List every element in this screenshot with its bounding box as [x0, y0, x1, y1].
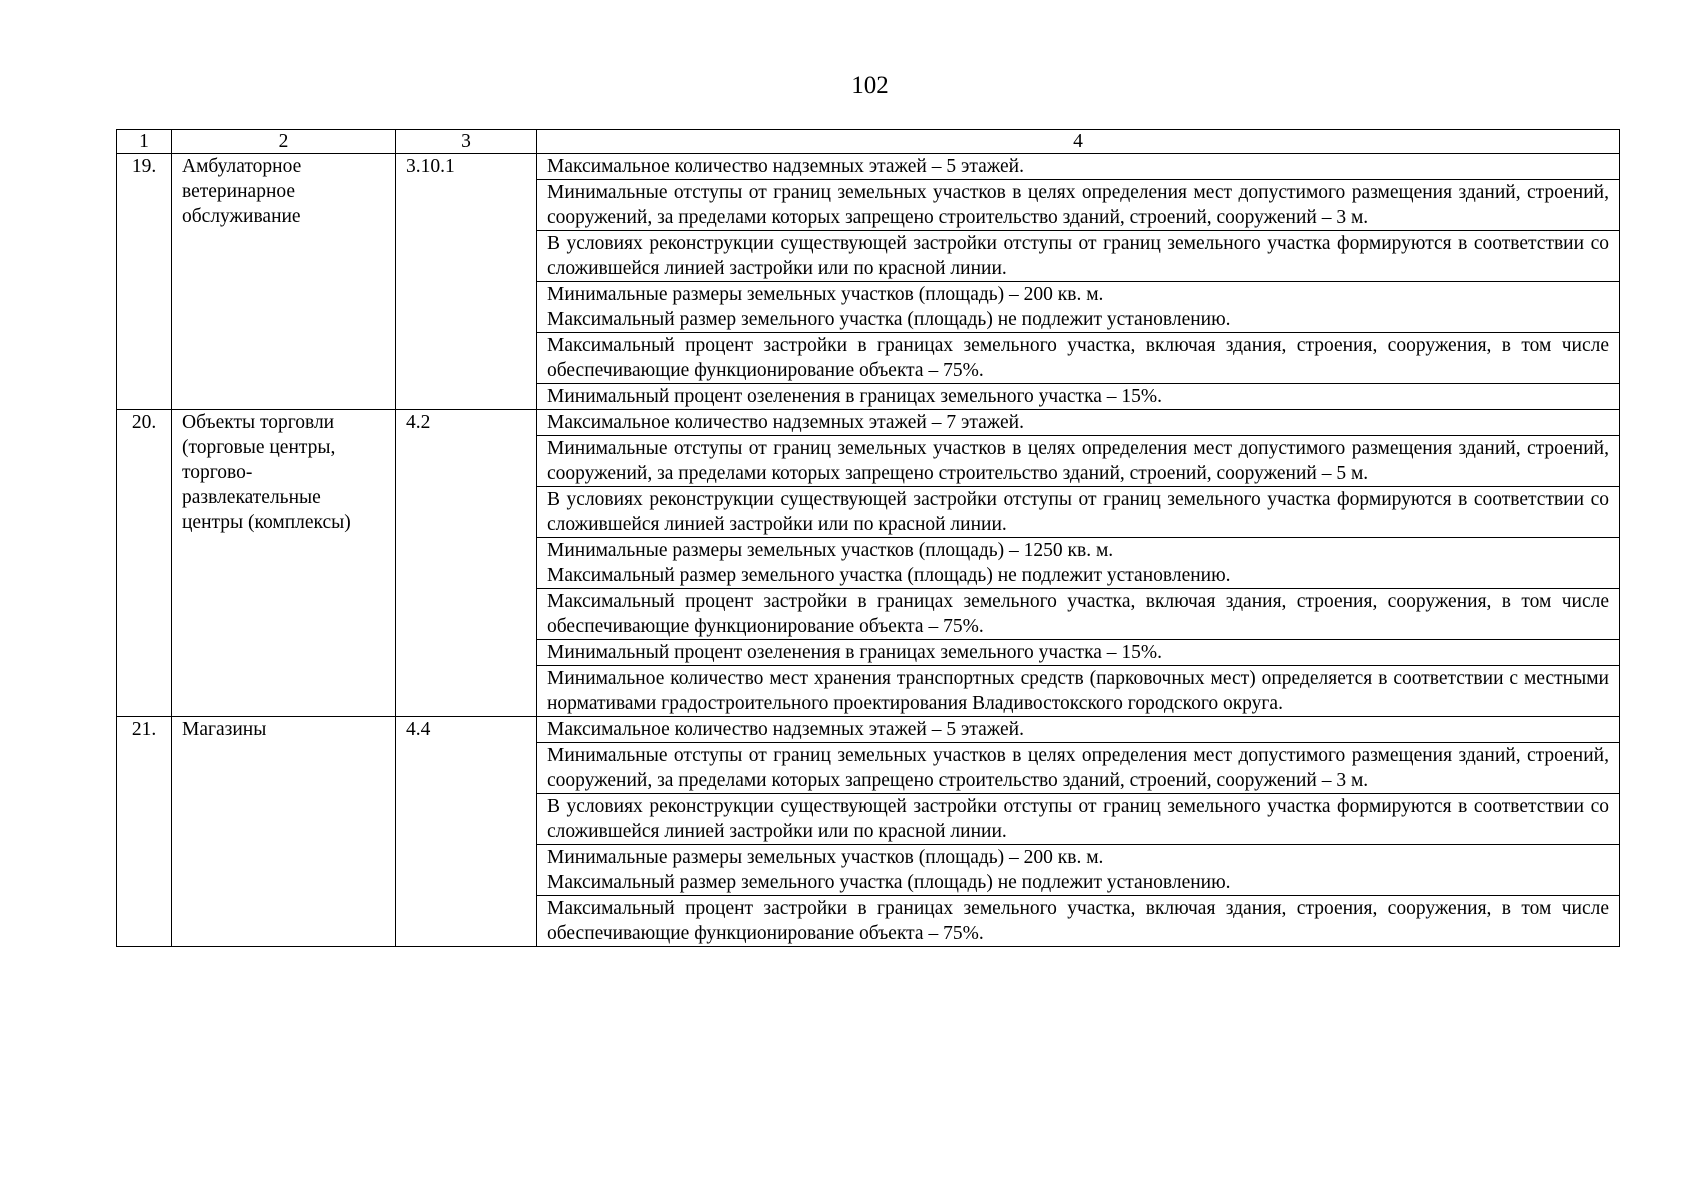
header-cell: 4: [537, 130, 1620, 154]
requirement-cell: Максимальное количество надземных этажей – 5 этажей.: [537, 717, 1620, 743]
requirement-cell: Максимальный процент застройки в границах земельного участка, включая здания, строения, сооружения, в том числе обеспечивающие функционирование объекта – 75%.: [537, 589, 1620, 640]
use-type-code: 3.10.1: [396, 154, 537, 410]
requirement-cell: В условиях реконструкции существующей застройки отступы от границ земельного участка формируются в соответствии со сложившейся линией застройки или по красной линии.: [537, 487, 1620, 538]
requirement-cell: Минимальные отступы от границ земельных участков в целях определения мест допустимого размещения зданий, строений, сооружений, за пределами которых запрещено строительство зданий, строений, сооружений – 3 м.: [537, 743, 1620, 794]
regulations-table: [116, 129, 1620, 947]
table-row: [117, 154, 1620, 180]
use-type-code: 4.4: [396, 717, 537, 947]
requirement-cell: Минимальные размеры земельных участков (площадь) – 1250 кв. м. Максимальный размер земельного участка (площадь) не подлежит установлению.: [537, 538, 1620, 589]
requirement-cell: Минимальный процент озеленения в границах земельного участка – 15%.: [537, 640, 1620, 666]
header-cell: 1: [117, 130, 172, 154]
requirement-cell: Максимальный процент застройки в границах земельного участка, включая здания, строения, сооружения, в том числе обеспечивающие функционирование объекта – 75%.: [537, 896, 1620, 947]
page-number: 102: [851, 72, 889, 99]
row-number: 20.: [117, 410, 172, 717]
requirement-cell: Максимальное количество надземных этажей – 5 этажей.: [537, 154, 1620, 180]
table-row: [117, 717, 1620, 743]
use-type-name: Амбулаторное ветеринарное обслуживание: [172, 154, 396, 410]
row-number: 21.: [117, 717, 172, 947]
requirement-cell: Максимальное количество надземных этажей – 7 этажей.: [537, 410, 1620, 436]
row-number: 19.: [117, 154, 172, 410]
requirement-cell: В условиях реконструкции существующей застройки отступы от границ земельного участка формируются в соответствии со сложившейся линией застройки или по красной линии.: [537, 231, 1620, 282]
requirement-cell: Минимальные отступы от границ земельных участков в целях определения мест допустимого размещения зданий, строений, сооружений, за пределами которых запрещено строительство зданий, строений, сооружений – 3 м.: [537, 180, 1620, 231]
use-type-name: Магазины: [172, 717, 396, 947]
table-header-row: [117, 130, 1620, 154]
table-row: [117, 410, 1620, 436]
requirement-cell: Минимальный процент озеленения в границах земельного участка – 15%.: [537, 384, 1620, 410]
use-type-name: Объекты торговли (торговые центры, торгово-развлекательные центры (комплексы): [172, 410, 396, 717]
requirement-cell: Минимальные размеры земельных участков (площадь) – 200 кв. м. Максимальный размер земельного участка (площадь) не подлежит установлению.: [537, 282, 1620, 333]
header-cell: 3: [396, 130, 537, 154]
requirement-cell: Минимальные размеры земельных участков (площадь) – 200 кв. м. Максимальный размер земельного участка (площадь) не подлежит установлению.: [537, 845, 1620, 896]
requirement-cell: Максимальный процент застройки в границах земельного участка, включая здания, строения, сооружения, в том числе обеспечивающие функционирование объекта – 75%.: [537, 333, 1620, 384]
requirement-cell: Минимальное количество мест хранения транспортных средств (парковочных мест) определяется в соответствии с местными нормативами градостроительного проектирования Владивостокского городского округа.: [537, 666, 1620, 717]
use-type-code: 4.2: [396, 410, 537, 717]
requirement-cell: В условиях реконструкции существующей застройки отступы от границ земельного участка формируются в соответствии со сложившейся линией застройки или по красной линии.: [537, 794, 1620, 845]
requirement-cell: Минимальные отступы от границ земельных участков в целях определения мест допустимого размещения зданий, строений, сооружений, за пределами которых запрещено строительство зданий, строений, сооружений – 5 м.: [537, 436, 1620, 487]
header-cell: 2: [172, 130, 396, 154]
